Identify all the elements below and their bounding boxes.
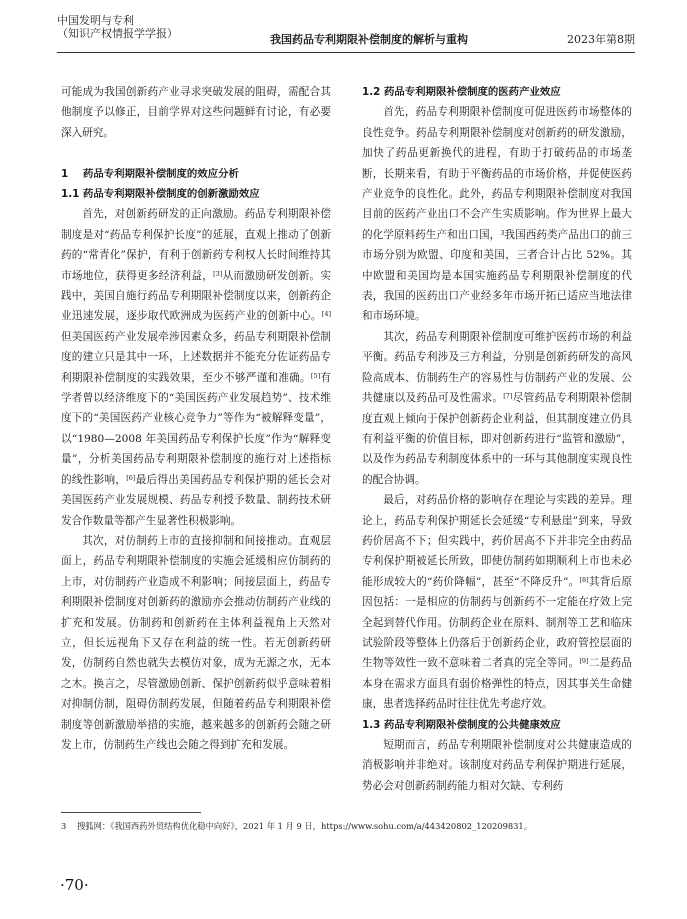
text-run: 我国西药类产品出口的前三市场分别为欧盟、印度和美国，三者合计占比 52%。其中欧盟和美国均是本国实施药品专利期限补偿制度的代表，我国的医药出口产业经多年市场开拓已适应当地法律和市场环境。 <box>362 228 632 323</box>
text-run: 其次，药品专利期限补偿制度可维护医药市场的利益平衡。药品专利涉及三方利益，分别是创新药研发的高风险高成本、仿制药生产的容易性与仿制药产业的发展、公共健康以及药品可及性需求。 <box>362 330 632 405</box>
text-run: 二是药品本身在需求方面具有弱价格弹性的特点，因其事关生命健康，患者选择药品时往往优先考虑疗效。 <box>362 657 632 711</box>
paragraph <box>61 204 331 531</box>
text-run: 有学者曾以经济维度下的“美国医药产业发展趋势”、技术维度下的“美国医药产业核心竞争力”等作为“被解释变量”，以“1980—2008 年美国药品专利保护长度”作为“解释变量”，分析美国药品专利期限补偿制度的施行对上述指标的线性影响， <box>61 371 331 486</box>
text-run: 尽管药品专利期限补偿制度直观上倾向于保护创新药企业利益，但其制度建立仍具有利益平衡的价值目标，即对创新药进行“监管和激励”，以及作为药品专利制度体系中的一环与其他制度实现良性的配合协调。 <box>362 392 632 486</box>
section-title: 药品专利期限补偿制度的效应分析 <box>83 167 239 180</box>
text-run: 最后，对药品价格的影响存在理论与实践的差异。理论上，药品专利保护期延长会延缓“专利悬崖”到来，导致药价居高不下；但实践中，药价居高不下并非完全由药品专利保护期被延长所致，即使仿制药如期顺利上市也未必能形成较大的“药价降幅”，甚至“不降反升”。 <box>362 494 632 588</box>
citation: [5] <box>310 371 321 380</box>
left-column <box>61 82 331 812</box>
journal-name-line1: 中国发明与专利 <box>57 14 134 27</box>
spacer <box>61 143 331 163</box>
citation: [8] <box>579 575 589 584</box>
section-number: 1.2 <box>362 86 381 98</box>
citation: [4] <box>321 310 331 319</box>
paragraph <box>362 102 632 326</box>
text-run: 首先，药品专利期限补偿制度可促进医药市场整体的良性竞争。药品专利期限补偿制度对创新药的研发激励，加快了药品更新换代的进程，有助于打破药品的市场垄断，长期来看，有助于平衡药品的市场价格，并促使医药产业竞争的良性化。此外，药品专利期限补偿制度对我国目前的医药产业出口不会产生实质影响。作为世界上最大的化学原料药生产和出口国， <box>362 106 632 241</box>
citation: [3] <box>213 269 223 278</box>
section-heading-1-1 <box>61 184 331 204</box>
section-number: 1 <box>61 167 69 180</box>
footnote-number: 3 <box>61 821 67 831</box>
footnote-text: 搜狐网：《我国西药外贸结构优化稳中向好》，2021 年 1 月 9 日，https://www.sohu.com/a/443420802_120209831。 <box>77 821 532 831</box>
paragraph <box>362 327 632 490</box>
citation: [9] <box>579 657 589 666</box>
paragraph: 短期而言，药品专利期限补偿制度对公共健康造成的消极影响并非绝对。该制度对药品专利保护期进行延展，势必会对创新药制药能力相对欠缺、专利药 <box>362 739 632 792</box>
footnote-ref: 3 <box>500 228 505 237</box>
header-rule <box>57 52 635 53</box>
paragraph <box>362 490 632 714</box>
right-column <box>362 82 632 817</box>
section-title: 药品专利期限补偿制度的公共健康效应 <box>384 718 561 731</box>
section-heading-1-2 <box>362 82 632 102</box>
footnote-rule <box>61 812 201 813</box>
paragraph: 可能成为我国创新药产业寻求突破发展的阻碍，需配合其他制度予以修正，目前学界对这些问题鲜有讨论，有必要深入研究。 <box>61 86 331 139</box>
text-run: 首先，对创新药研发的正向激励。药品专利期限补偿制度是对“药品专利保护长度”的延展，直观上推动了创新药的“常青化”保护，有利于创新药专利权人长时间维持其市场地位，获得更多经济利益， <box>61 208 331 282</box>
text-run: 最后得出美国药品专利保护期的延长会对美国医药产业发展规模、药品专利授予数量、制药技术研发合作数量等都产生显著性积极影响。 <box>61 473 331 527</box>
citation: [7] <box>503 392 513 401</box>
footnote <box>61 820 641 832</box>
article-running-title: 我国药品专利期限补偿制度的解析与重构 <box>270 33 468 46</box>
running-header <box>57 14 635 52</box>
text-run: 但美国医药产业发展牵涉因素众多，药品专利期限补偿制度的建立只是其中一环，上述数据并不能充分佐证药品专利期限补偿制度的实践效果，至少不够严谨和准确。 <box>61 330 331 384</box>
section-heading-1 <box>61 164 331 184</box>
page-number: ·70· <box>60 876 89 894</box>
section-title: 药品专利期限补偿制度的创新激励效应 <box>83 188 260 201</box>
citation: [6] <box>126 473 136 482</box>
issue-label: 2023年第8期 <box>567 33 635 46</box>
text-run: 其背后原因包括：一是相应的仿制药与创新药不一定能在疗效上完全起到替代作用。仿制药企业在原料、制剂等工艺和临床试验阶段等整体上仍落后于创新药企业，政府管控层面的生物等效性一致不意味着二者真的完全等同。 <box>362 575 632 670</box>
paragraph: 其次，对仿制药上市的直接抑制和间接推动。直观层面上，药品专利期限补偿制度的实施会延缓相应仿制药的上市，对仿制药产业造成不利影响；间接层面上，药品专利期限补偿制度对创新药的激励亦会推动仿制药产业线的扩充和发展。仿制药和创新药在主体利益视角上天然对立，但长远视角下又存在利益的统一性。若无创新药研发，仿制药自然也就失去模仿对象，成为无源之水，无本之木。换言之，尽管激励创新、保护创新药似乎意味着相对抑制仿制，阻碍仿制药发展，但随着药品专利期限补偿制度等创新激励举措的实施，越来越多的创新药会随之研发上市，仿制药生产线也会随之得到扩充和发展。 <box>61 534 331 751</box>
journal-name <box>57 14 178 40</box>
journal-name-line2: （知识产权情报学学报） <box>57 27 178 40</box>
section-number: 1.1 <box>61 188 80 201</box>
section-number: 1.3 <box>362 718 381 731</box>
section-title: 药品专利期限补偿制度的医药产业效应 <box>384 86 561 98</box>
section-heading-1-3 <box>362 715 632 735</box>
text-run: 从而激励研发创新。实践中，美国自施行药品专利期限补偿制度以来，创新药企业迅速发展，逐步取代欧洲成为医药产业的创新中心。 <box>61 269 331 323</box>
